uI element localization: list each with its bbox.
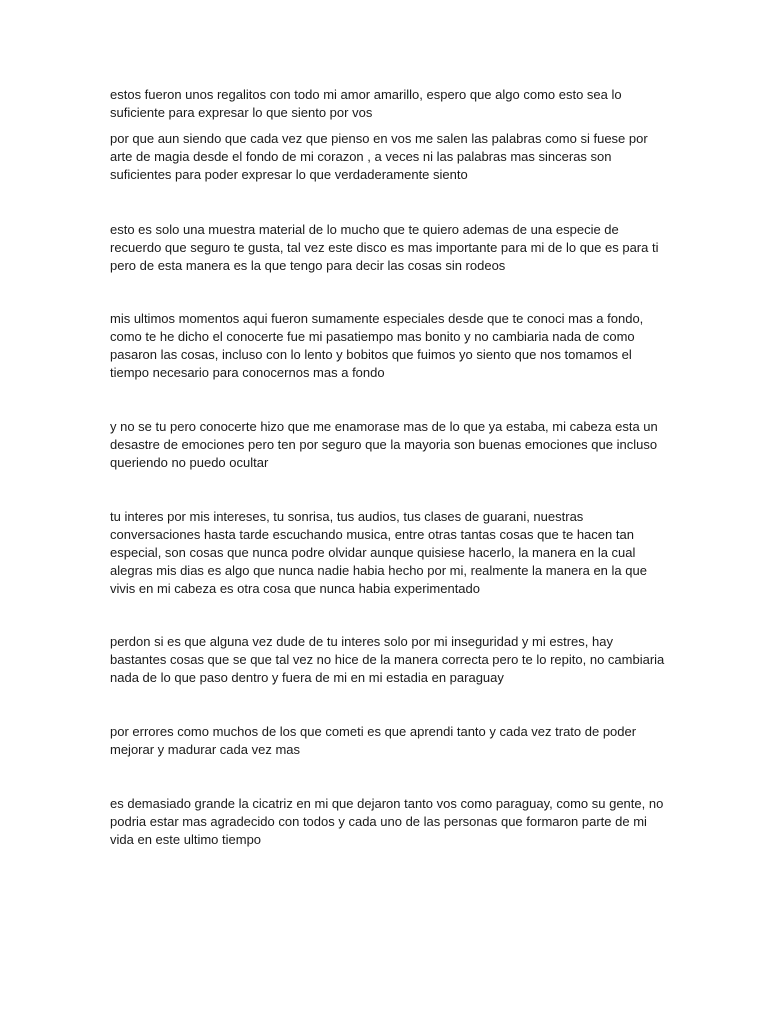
paragraph-7: perdon si es que alguna vez dude de tu interes solo por mi inseguridad y mi estres, hay bastantes cosas que se que tal vez no hice de la manera correcta pero te lo repito, no cambiaria nada de lo que paso dentro y fuera de mi en mi estadia en paraguay xyxy=(110,634,665,685)
paragraph-6: tu interes por mis intereses, tu sonrisa, tus audios, tus clases de guarani, nuestras conversaciones hasta tarde escuchando musica, entre otras tantas cosas que te hacen tan especial, son cosas que nunca podre olvidar aunque quisiese hacerlo, la manera en la cual alegras mis dias es algo que nunca nadie habia hecho por mi, realmente la manera en la que vivis en mi cabeza es otra cosa que nunca habia experimentado xyxy=(110,509,647,596)
paragraph-5: y no se tu pero conocerte hizo que me enamorase mas de lo que ya estaba, mi cabeza esta un desastre de emociones pero ten por seguro que la mayoria son buenas emociones que incluso queriendo no puedo ocultar xyxy=(110,419,658,470)
paragraph-2: por que aun siendo que cada vez que pienso en vos me salen las palabras como si fuese por arte de magia desde el fondo de mi corazon , a veces ni las palabras mas sinceras son suficientes para poder expresar lo que verdaderamente siento xyxy=(110,131,648,182)
paragraph-9: es demasiado grande la cicatriz en mi que dejaron tanto vos como paraguay, como su gente, no podria estar mas agradecido con todos y cada uno de las personas que formaron parte de mi vida en este ultimo tiempo xyxy=(110,796,664,847)
paragraph-1: estos fueron unos regalitos con todo mi amor amarillo, espero que algo como esto sea lo suficiente para expresar lo que siento por vos xyxy=(110,87,622,120)
paragraph-4: mis ultimos momentos aqui fueron sumamente especiales desde que te conoci mas a fondo, como te he dicho el conocerte fue mi pasatiempo mas bonito y no cambiaria nada de como pasaron las cosas, incluso con lo lento y bobitos que fuimos yo siento que nos tomamos el tiempo necesario para conocernos mas a fondo xyxy=(110,311,644,380)
paragraph-8: por errores como muchos de los que cometi es que aprendi tanto y cada vez trato de poder mejorar y madurar cada vez mas xyxy=(110,724,637,757)
paragraph-3: esto es solo una muestra material de lo mucho que te quiero ademas de una especie de recuerdo que seguro te gusta, tal vez este disco es mas importante para mi de lo que es para ti pero de esta manera es la que tengo para decir las cosas sin rodeos xyxy=(110,222,659,273)
